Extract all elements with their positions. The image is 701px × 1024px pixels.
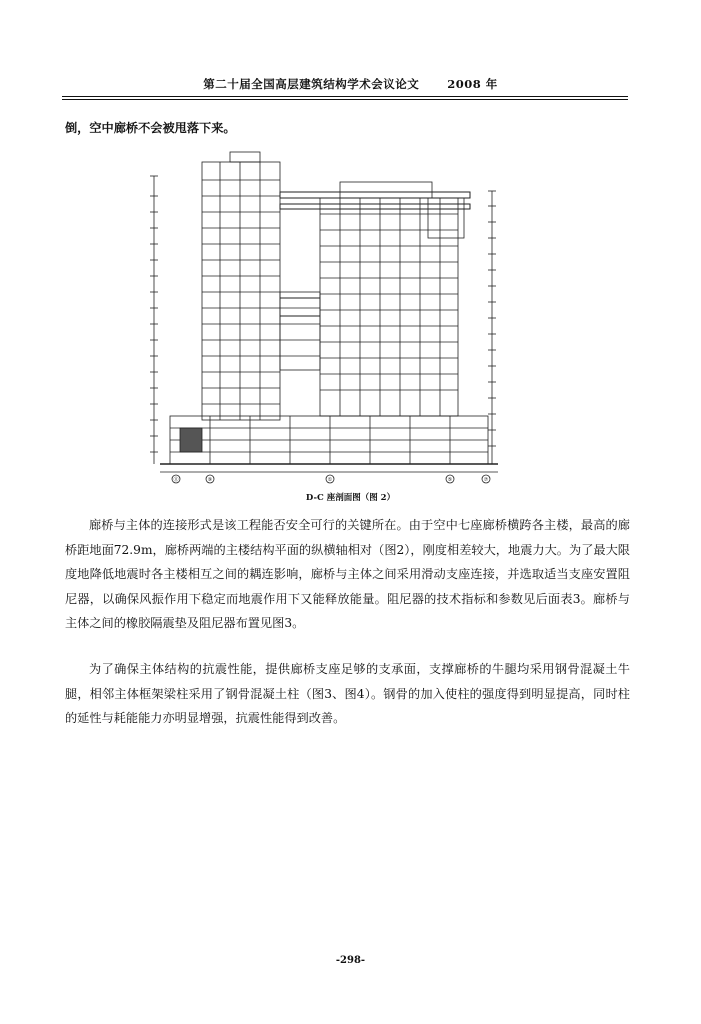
right-tower bbox=[320, 182, 464, 416]
header-rule-thick bbox=[62, 96, 628, 97]
page-number: -298- bbox=[335, 955, 366, 966]
grid-label-3: ① bbox=[327, 477, 333, 483]
grid-label-1: ⑪ bbox=[173, 477, 179, 483]
running-header bbox=[0, 76, 701, 92]
conference-year: 2008 年 bbox=[447, 77, 498, 91]
conference-title: 第二十届全国高层建筑结构学术会议论文 bbox=[203, 77, 420, 91]
header-rule-thin bbox=[62, 99, 628, 100]
podium-base bbox=[170, 416, 488, 464]
grid-label-2: ⑨ bbox=[207, 477, 213, 483]
grid-label-5: ⑦ bbox=[483, 477, 489, 483]
paragraph-continuation: 倒，空中廊桥不会被甩落下来。 bbox=[65, 121, 236, 135]
paragraph-seismic-performance: 为了确保主体结构的抗震性能，提供廊桥支座足够的支承面，支撑廊桥的牛腿均采用钢骨混凝土牛腿，相邻主体框架梁柱采用了钢骨混凝土柱（图3、图4）。钢骨的加入使柱的强度得到明显提高，同时柱的延性与耗能能力亦明显增强，抗震性能得到改善。 bbox=[65, 662, 630, 725]
paragraph-bridge-connection: 廊桥与主体的连接形式是该工程能否安全可行的关键所在。由于空中七座廊桥横跨各主楼，最高的廊桥距地面72.9m，廊桥两端的主楼结构平面的纵横轴相对（图2），刚度相差较大，地震力大。为了最大限度地降低地震时各主楼相互之间的耦连影响，廊桥与主体之间采用滑动支座连接，并选取适当支座安置阻尼器，以确保风振作用下稳定而地震作用下又能释放能量。阻尼器的技术指标和参数见后面表3。廊桥与主体之间的橡胶隔震垫及阻尼器布置见图3。 bbox=[65, 518, 630, 630]
left-tower bbox=[202, 152, 280, 420]
sky-bridges bbox=[280, 192, 470, 316]
grid-label-4: ⑤ bbox=[447, 477, 453, 483]
central-core bbox=[280, 292, 320, 370]
figure-caption: D-C 座剖面图（图 2） bbox=[305, 493, 396, 503]
section-drawing-figure bbox=[140, 146, 506, 490]
